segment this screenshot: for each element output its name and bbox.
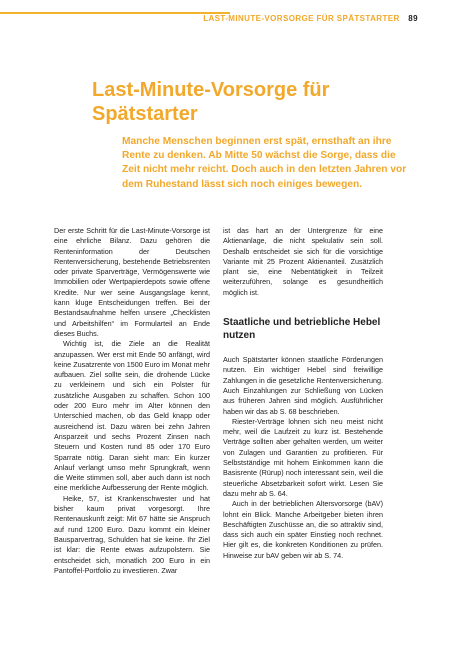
body-paragraph: Der erste Schritt für die Last-Minute-Vorsorge ist eine ehrliche Bilanz. Dazu gehören die Renteninformation der Deutschen Rentenversicherung, bestehende Betriebsrenten oder private Sparverträge, Vermögenswerte wie Immobilien oder Wertpapierdepots sowie offene Kredite. Nur wer seine Ausgangslage kennt, kann kluge Entscheidungen treffen. Bei der Bestandsaufnahme helfen unsere „Checklisten und Arbeitshilfen“ im Formularteil an Ende dieses Buchs. <box>54 226 210 338</box>
running-title: LAST-MINUTE-VORSORGE FÜR SPÄTSTARTER <box>203 14 400 23</box>
running-header <box>203 14 418 23</box>
title-line-1: Last-Minute-Vorsorge für <box>92 79 330 101</box>
left-column <box>54 226 210 576</box>
page-number: 89 <box>408 14 418 23</box>
body-paragraph: Auch in der betrieblichen Altersvorsorge (bAV) lohnt ein Blick. Manche Arbeitgeber bieten ihren Beschäftigten Zuschüsse an, die so attraktiv sind, dass sich auch ein später Einstieg noch rechnet. Hier gilt es, die konkreten Konditionen zu prüfen. Hinweise zur bAV geben wir ab S. 74. <box>223 499 383 560</box>
title-line-2: Spätstarter <box>92 103 198 125</box>
header-rule <box>0 12 230 25</box>
lead-paragraph: Manche Menschen beginnen erst spät, ernsthaft an ihre Rente zu denken. Ab Mitte 50 wächst die Sorge, dass die Zeit nicht mehr reicht. Doch auch in den letzten Jahren vor dem Ruhestand lässt sich noch einiges bewegen. <box>122 136 407 190</box>
right-column <box>223 226 383 561</box>
body-paragraph: Auch Spätstarter können staatliche Förderungen nutzen. Ein wichtiger Hebel sind freiwillige Zahlungen in die gesetzliche Rentenversicherung. Auch Einzahlungen zur Schließung von Lücken aus früheren Jahren sind möglich. Ausführlicher haben wir das ab S. 68 beschrieben. <box>223 355 383 416</box>
page-title <box>92 78 392 126</box>
body-paragraph: Riester-Verträge lohnen sich neu meist nicht mehr, weil die Laufzeit zu kurz ist. Bestehende Verträge sollten aber gehalten werden, um weiter von Zulagen und Garantien zu profitieren. Für Selbstständige mit hohem Einkommen kann die Basisrente (Rürup) noch interessant sein, weil die steuerliche Absetzbarkeit sofort wirkt. Lesen Sie dazu mehr ab S. 64. <box>223 416 383 498</box>
body-paragraph: Wichtig ist, die Ziele an die Realität anzupassen. Wer erst mit Ende 50 anfängt, wird keine Zusatzrente von 1500 Euro im Monat mehr aufbauen. Ziel sollte sein, die drohende Lücke zu verkleinern und sich ein Polster für zusätzliche Ausgaben zu schaffen. Schon 100 oder 200 Euro mehr im Alter können den Unterschied machen, ob das Geld knapp oder ausreichend ist. Dazu wären bei zehn Jahren Ansparzeit und sechs Prozent Zinsen nach Steuern und Kosten rund 85 oder 170 Euro Sparrate nötig. Daran sieht man: Ein kurzer Anlauf verlangt umso mehr Sprungkraft, wenn die Weite stimmen soll, aber auch dann ist noch eine merkliche Aufbesserung der Rente möglich. <box>54 339 210 493</box>
body-paragraph: ist das hart an der Untergrenze für eine Aktienanlage, die nicht spekulativ sein soll. Deshalb entscheidet sie sich für die vorsichtige Variante mit 25 Prozent Aktienanteil. Zusätzlich plant sie, eine Nebentätigkeit in Teilzeit weiterzuführen, solange es gesundheitlich möglich ist. <box>223 226 383 297</box>
section-heading: Staatliche und betriebliche Hebel nutzen <box>223 317 381 341</box>
body-paragraph: Heike, 57, ist Krankenschwester und hat bisher kaum privat vorgesorgt. Ihre Rentenauskunft zeigt: Mit 67 hätte sie Anspruch auf rund 1200 Euro. Dazu kommt ein kleiner Bausparvertrag, Schulden hat sie keine. Ihr Ziel ist klar: die Rente etwas aufzupolstern. Sie entscheidet sich, monatlich 200 Euro in ein Pantoffel-Portfolio zu investieren. Zwar <box>54 493 210 575</box>
